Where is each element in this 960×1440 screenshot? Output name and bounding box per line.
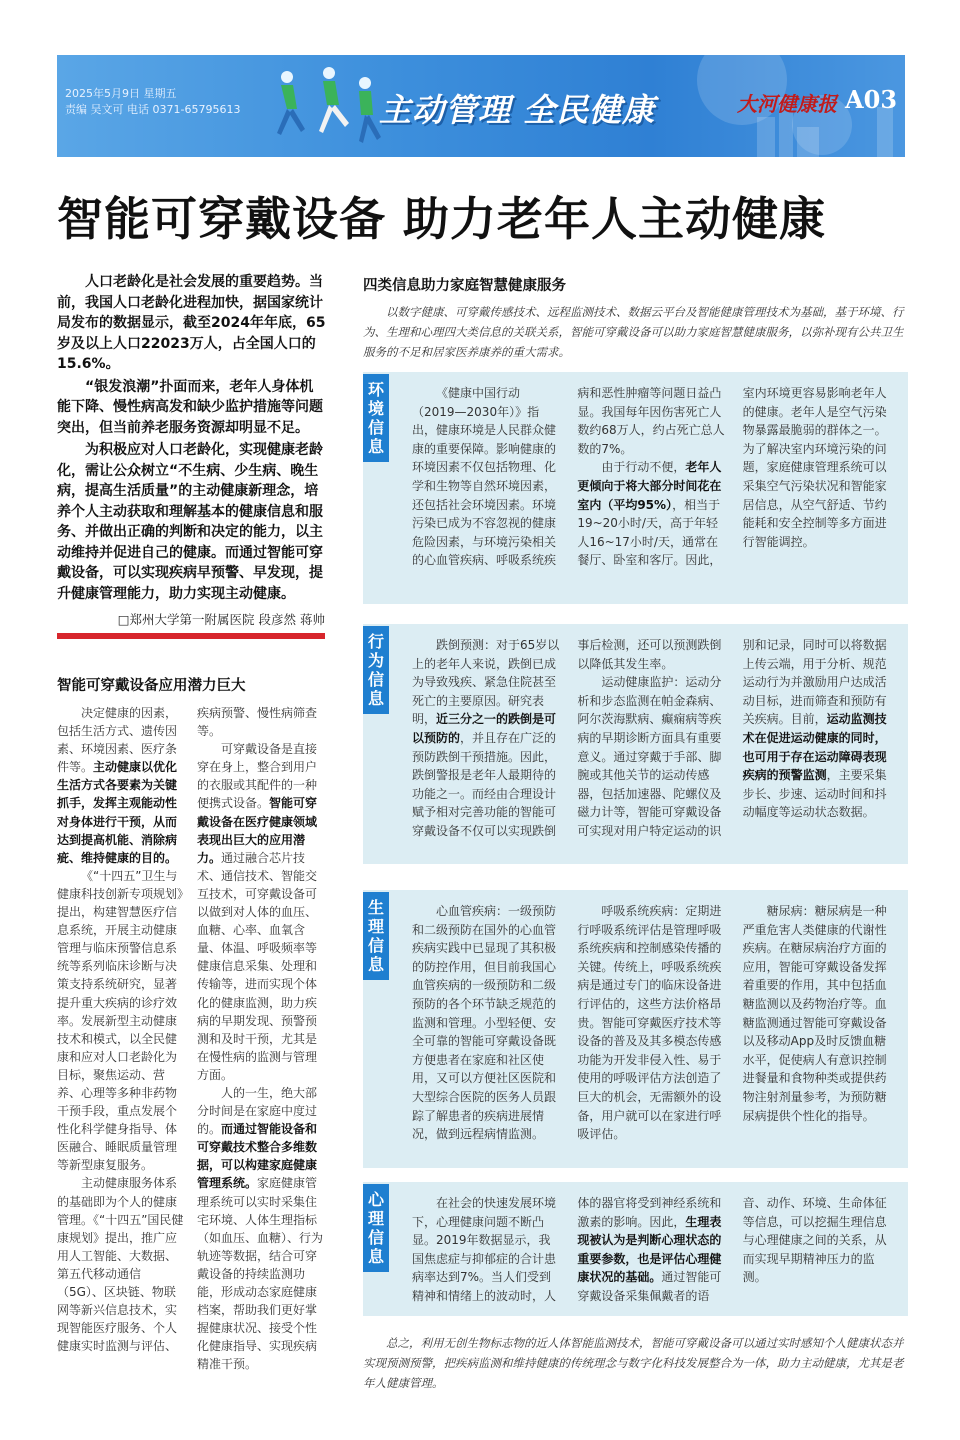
body-paragraph: 跌倒预测：对于65岁以上的老年人来说，跌倒已成为导致残疾、紧急住院甚至死亡的主要原因。研究表明，近三分之一的跌倒是可以预防的，并且存在广泛的预防跌倒干预措施。因此，跌倒警报是老年人最期待的功能之一。而经由合理设计赋予相对完善功能的智能可穿戴设备不仅可以实现跌倒事后检测，还可以预测跌倒以降低其发生率。 — [412, 638, 722, 838]
runner-head — [281, 71, 293, 83]
runner-leg — [289, 109, 305, 132]
physio-info-body — [412, 902, 892, 1160]
body-paragraph: 在社会的快速发展环境下，心理健康问题不断凸显。2019年数据显示，我国焦虑症与抑郁症的合计患病率达到7%。当人们受到精神和情绪上的波动时，人体的器官将受到神经系统和激素的影响。因此，生理表现被认为是判断心理状态的重要参数，也是评估心理健康状况的基础。通过智能可穿戴设备采集佩戴者的语音、动作、环境、生命体征等信息，可以挖掘生理信息与心理健康之间的关系，从而实现早期精神压力的监测。 — [412, 1196, 887, 1303]
psych-info-body — [412, 1194, 892, 1310]
section-lead: 以数字健康、可穿戴传感技术、远程监测技术、数据云平台及智能健康管理技术为基础，基于环境、行为、生理和心理四大类信息的关联关系，智能可穿戴设备可以助力家庭智慧健康服务，以弥补现有公共卫生服务的不足和居家医养康养的重大需求。 — [363, 305, 904, 359]
section-title-left: 智能可穿戴设备应用潜力巨大 — [57, 678, 246, 694]
intro-paragraph: 人口老龄化是社会发展的重要趋势。当前，我国人口老龄化进程加快，据国家统计局发布的数据显示，截至2024年年底，65岁及以上人口22023万人，占全国人口的15.6%。 — [57, 274, 326, 372]
intro-text — [57, 272, 327, 606]
runner-body — [281, 85, 297, 109]
body-paragraph: 糖尿病：糖尿病是一种严重危害人类健康的代谢性疾病。在糖尿病治疗方面的应用，智能可穿戴设备发挥着重要的作用，其中包括血糖监测以及药物治疗等。血糖监测通过智能可穿戴设备以及移动App及时反馈血糖水平，促使病人有意识控制进餐量和食物种类或提供药物注射剂量参考，为预防糖尿病提供个性化的指导。 — [742, 904, 887, 1123]
body-paragraph: 心血管疾病：一级预防和二级预防在国外的心血管疾病实践中已显现了其积极的防控作用，但目前我国心血管疾病的一级预防和二级预防的各个环节缺乏规范的监测和管理。小型轻便、安全可靠的智能可穿戴设备既方便患者在家庭和社区使用，又可以方便社区医院和大型综合医院的医务人员跟踪了解患者的疾病进展情况，做到远程病情监测。 — [412, 904, 557, 1142]
body-paragraph: 运动健康监护：运动分析和步态监测在帕金森病、阿尔茨海默病、癫痫病等疾病的早期诊断方面具有重要意义。通过穿戴于手部、脚腕或其他关节的运动传感器，包括加速器、陀螺仪及磁力计等，智能可穿戴设备可实现对用户特定运动的识别和记录，同时可以将数据上传云端，用于分析、规范运动行为并激励用户达成活动目标，进而筛查和预防有关疾病。目前，运动监测技术在促进运动健康的同时，也可用于存在运动障碍表现疾病的预警监测，主要采集步长、步速、运动时间和抖动幅度等运动状态数据。 — [577, 638, 887, 838]
runner-leg — [319, 105, 333, 133]
runner-body — [359, 91, 373, 115]
behavior-info-body — [412, 636, 892, 854]
body-paragraph: 《健康中国行动（2019—2030年）》指出，健康环境是人民群众健康的重要保障。影响健康的环境因素不仅包括物理、化学和生物等自然环境因素，还包括社会环境因素。环境污染已成为不容忽视的健康危险因素，与环境污染相关的心血管疾病、呼吸系统疾病和恶性肿瘤等问题日益凸显。我国每年因伤害死亡人数约68万人，约占死亡总人数的7%。 — [412, 386, 725, 568]
page-banner — [57, 55, 905, 157]
left-section-body — [57, 704, 325, 1394]
body-paragraph: 可穿戴设备是直接穿在身上，整合到用户的衣服或其配件的一种便携式设备。智能可穿戴设备在医疗健康领域表现出巨大的应用潜力。通过融合芯片技术、通信技术、智能交互技术，可穿戴设备可以做到对人体的血压、血糖、心率、血氧含量、体温、呼吸频率等健康信息采集、处理和传输等，进而实现个体化的健康监测，助力疾病的早期发现、预警预测和及时干预，尤其是在慢性病的监测与管理方面。 — [197, 742, 318, 1082]
newspaper-logo: 大河健康报 — [737, 92, 837, 116]
env-info-body — [412, 384, 892, 594]
behavior-info-tag: 行 为 信 息 — [363, 626, 389, 714]
body-paragraph: 呼吸系统疾病：定期进行呼吸系统评估是管理呼吸系统疾病和控制感染传播的关键。传统上，呼吸系统疾病是通过专门的临床设备进行评估的，这些方法价格昂贵。智能可穿戴医疗技术等设备的普及及其多模态传感功能为开发非侵入性、易于使用的呼吸评估方法创造了巨大的机会，无需额外的设备，用户就可以在家进行呼吸评估。 — [577, 904, 722, 1142]
banner-slogan: 主动管理 全民健康 — [379, 91, 656, 129]
env-info-tag: 环 境 信 息 — [363, 374, 389, 462]
body-paragraph: 《“十四五”卫生与健康科技创新专项规划》提出，构建智慧医疗信息系统，开展主动健康管理与临床预警信息系统等系列临床诊断与决策支持系统研究，显著提升重大疾病的诊疗效率。发展新型主动健康技术和模式，以全民健康和应对人口老龄化为目标，聚焦运动、营养、心理等多种非药物干预手段，重点发展个性化科学健身指导、体医融合、睡眠质量管理等新型康复服务。 — [57, 868, 184, 1173]
page-title: 智能可穿戴设备 助力老年人主动健康 — [57, 192, 827, 246]
runner-leg — [331, 105, 349, 127]
decor-building — [877, 107, 893, 157]
author-byline: □郑州大学第一附属医院 段彦然 蒋帅 — [117, 612, 325, 627]
decor-building — [757, 117, 775, 157]
section-title-right: 四类信息助力家庭智慧健康服务 — [363, 278, 566, 294]
psych-info-tag: 心 理 信 息 — [363, 1184, 389, 1272]
runner-head — [323, 67, 335, 79]
section-divider — [57, 633, 325, 639]
body-paragraph: 决定健康的因素，包括生活方式、遗传因素、环境因素、医疗条件等。主动健康以优化生活方式各要素为关键抓手，发挥主观能动性对身体进行干预，从而达到提高机能、消除病疵、维持健康的目的。 — [57, 706, 178, 865]
runner-leg — [277, 109, 291, 135]
page-number: A03 — [845, 85, 898, 114]
body-paragraph: 主动健康服务体系的基础即为个人的健康管理。《“十四五”国民健康规划》提出，推广应用人工智能、大数据、第五代移动通信（5G）、区块链、物联网等新兴信息技术，实现智能医疗服务、个人健康实时监测与评估、疾病预警、慢性病筛查等。 — [57, 706, 318, 1354]
editor-info: 责编 吴文可 电话 0371-65795613 — [65, 103, 241, 116]
runner-body — [323, 81, 339, 105]
section-summary: 总之，利用无创生物标志物的近人体智能监测技术，智能可穿戴设备可以通过实时感知个人健康状态并实现预测预警，把疾病监测和维持健康的传统理念与数字化科技发展整合为一体，助力主动健康，尤其是老年人健康管理。 — [363, 1336, 904, 1390]
runners-illustration — [247, 63, 397, 153]
decor-building — [797, 127, 819, 157]
issue-date: 2025年5月9日 星期五 — [65, 87, 177, 100]
physio-info-tag: 生 理 信 息 — [363, 892, 389, 980]
body-paragraph: 人的一生，绝大部分时间是在家庭中度过的。而通过智能设备和可穿戴技术整合多维数据，可以构建家庭健康管理系统。家庭健康管理系统可以实时采集住宅环境、人体生理指标（如血压、血糖）、行为轨迹等数据，结合可穿戴设备的持续监测功能，形成动态家庭健康档案，帮助我们更好掌握健康状况、接受个性化健康指导、实现疾病精准干预。 — [197, 1085, 324, 1372]
intro-paragraph: 为积极应对人口老龄化，实现健康老龄化，需让公众树立“不生病、少生病、晚生病，提高生活质量”的主动健康新理念，培养个人主动获取和理解基本的健康信息和服务、并做出正确的判断和决定的能力，以主动维持并促进自己的健康。而通过智能可穿戴设备，可以实现疾病早预警、早发现，提升健康管理能力，助力实现主动健康。 — [57, 442, 323, 602]
runner-head — [359, 77, 371, 89]
body-paragraph: 由于行动不便，老年人更倾向于将大部分时间花在室内（平均95%），相当于19~20小时/天，高于年轻人16~17小时/天，通常在餐厅、卧室和客厅。因此，室内环境更容易影响老年人的健康。老年人是空气污染物暴露最脆弱的群体之一。为了解决室内环境污染的问题，家庭健康管理系统可以采集空气污染状况和智能家居信息，从空气舒适、节约能耗和安全控制等多方面进行智能调控。 — [577, 386, 887, 568]
intro-paragraph: “银发浪潮”扑面而来，老年人身体机能下降、慢性病高发和缺少监护措施等问题突出，但当前养老服务资源却明显不足。 — [57, 378, 323, 436]
